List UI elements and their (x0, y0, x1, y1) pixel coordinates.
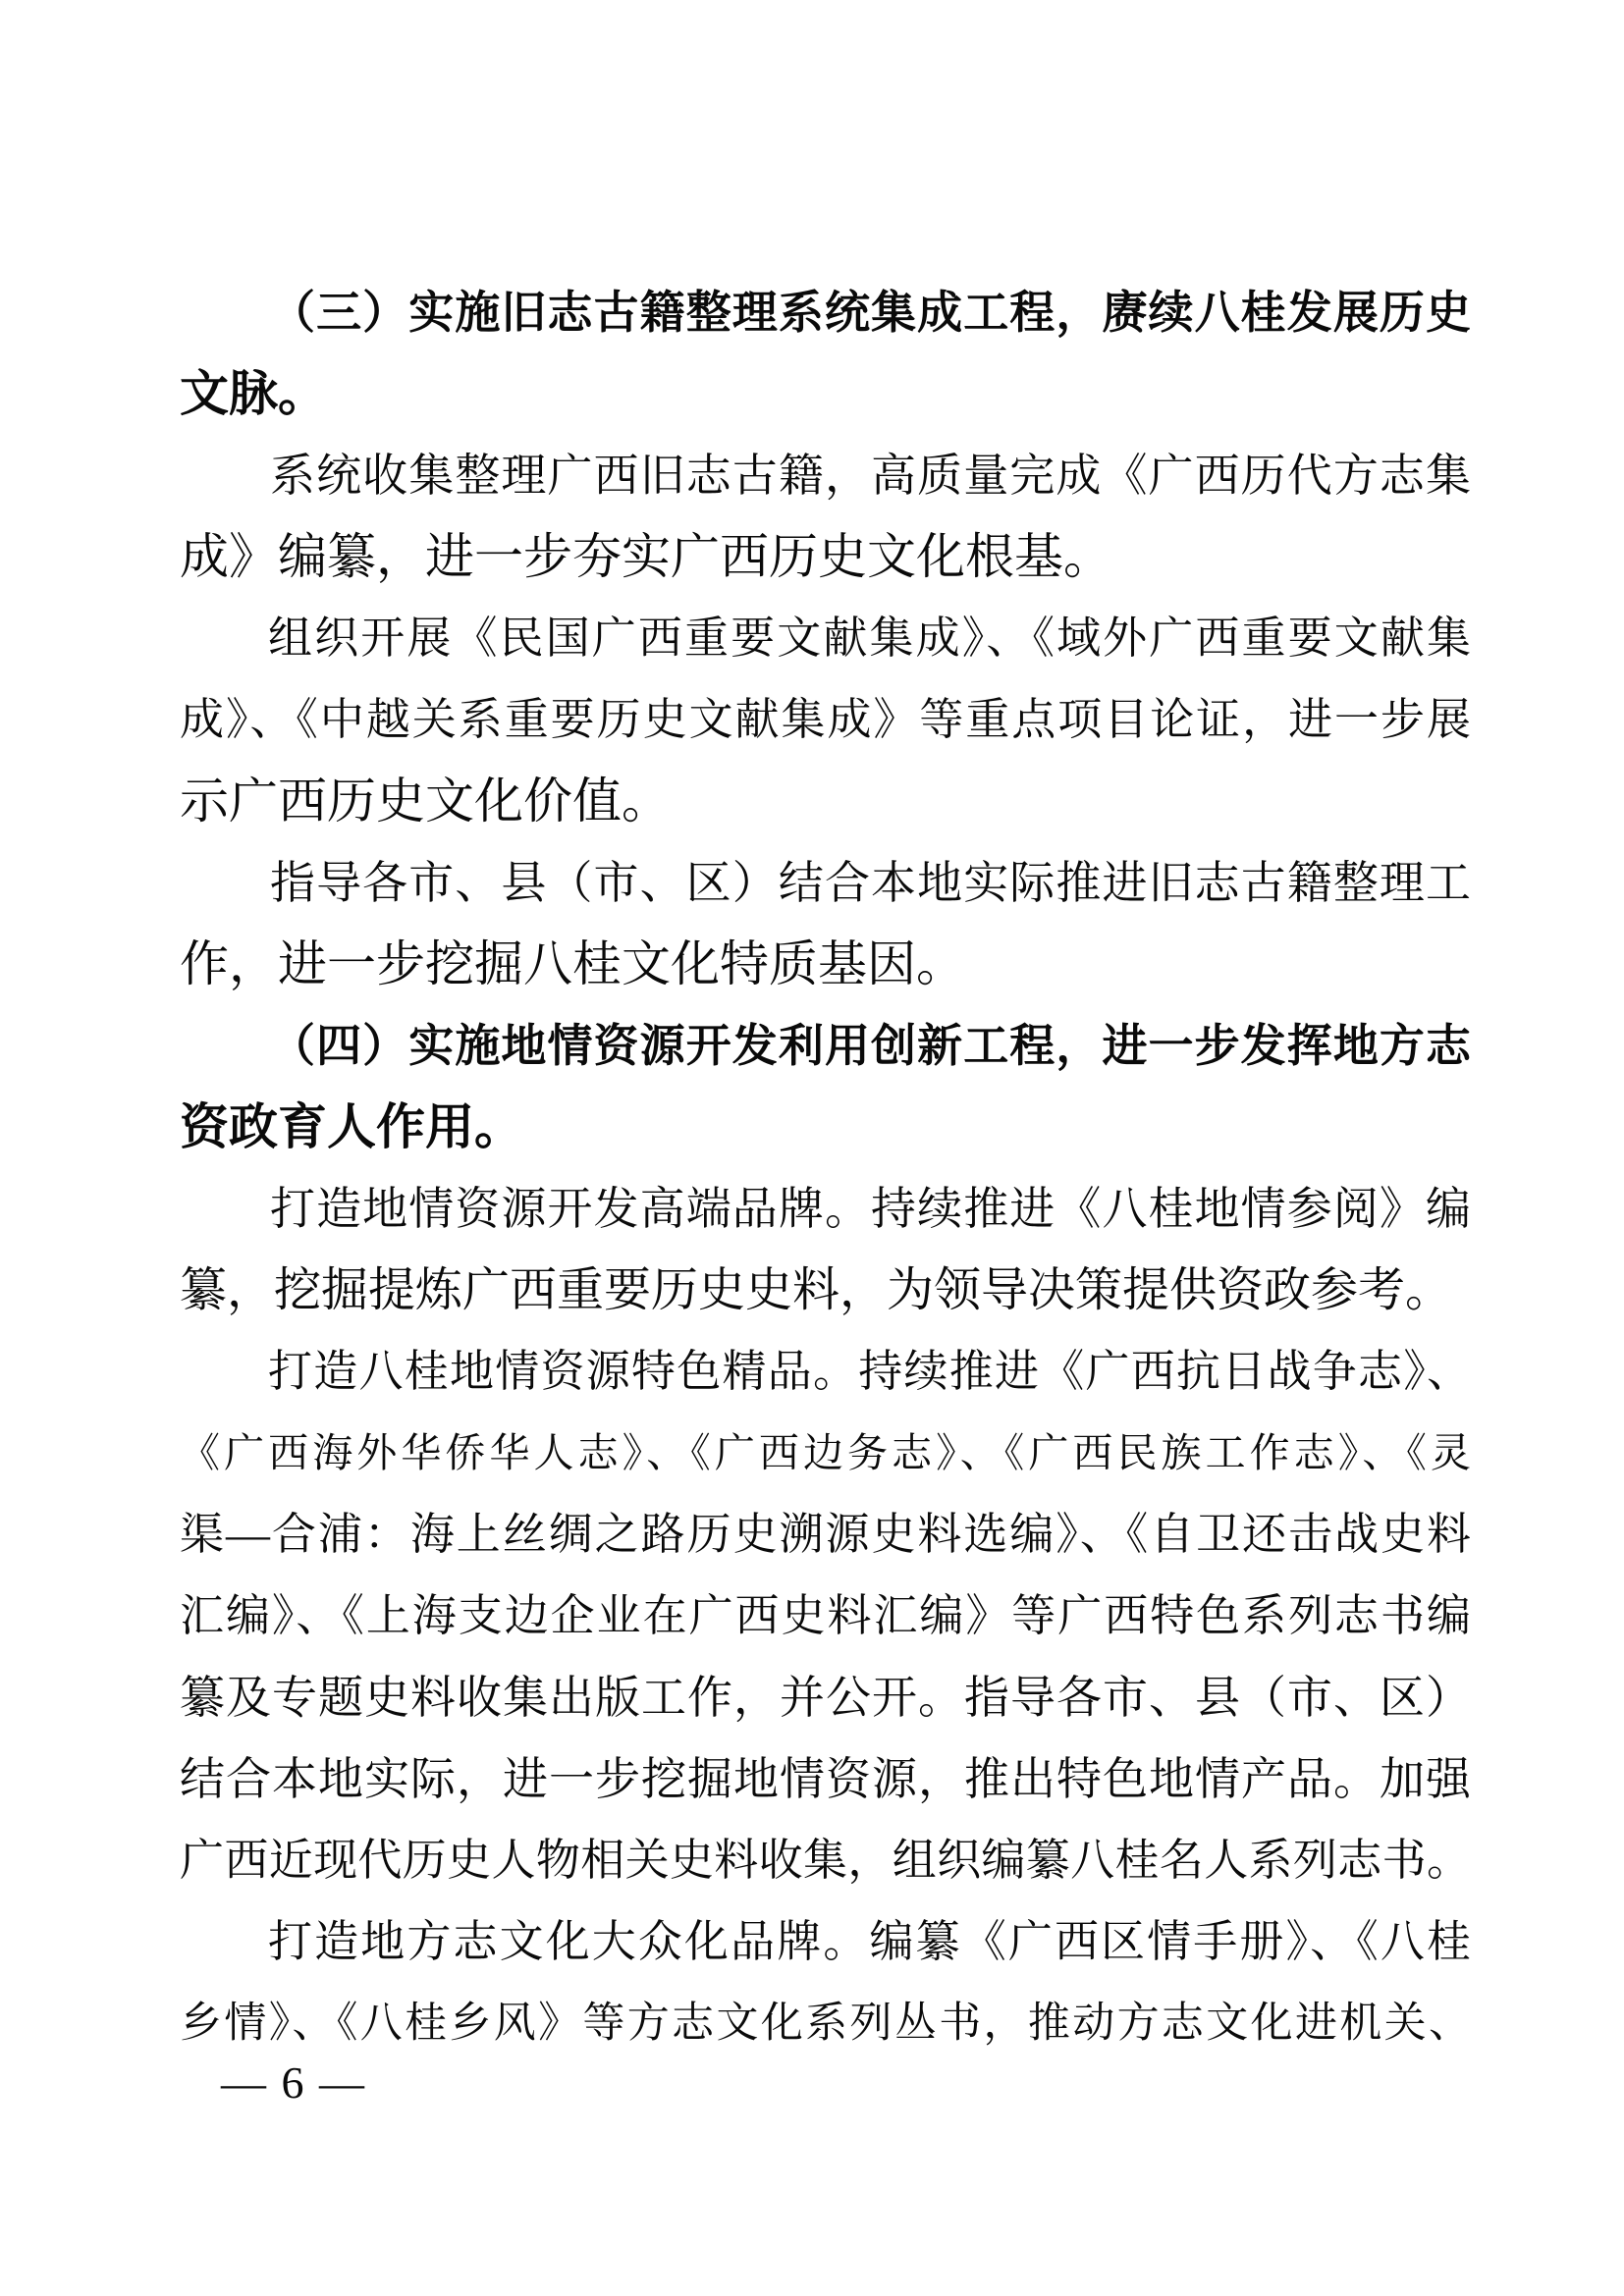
section-4-heading-line-2: 资政育人作用。 (180, 1099, 523, 1154)
body-line-19: 结合本地实际，进一步挖掘地情资源，推出特色地情产品。加强 (180, 1754, 1471, 1804)
body-line-6: 成》、《中越关系重要历史文献集成》等重点项目论证，进一步展 (180, 695, 1471, 744)
body-line-12: 打造地情资源开发高端品牌。持续推进《八桂地情参阅》编 (270, 1184, 1471, 1234)
body-line-14: 打造八桂地情资源特色精品。持续推进《广西抗日战争志》、 (268, 1347, 1471, 1396)
section-4-heading-line-1: （四）实施地情资源开发利用创新工程，进一步发挥地方志 (270, 1021, 1471, 1071)
body-line-22: 乡情》、《八桂乡风》等方志文化系列丛书，推动方志文化进机关、 (180, 2001, 1471, 2047)
body-line-20: 广西近现代历史人物相关史料收集，组织编纂八桂名人系列志书。 (180, 1836, 1471, 1885)
body-line-4: 成》编纂，进一步夯实广西历史文化根基。 (180, 529, 1112, 584)
body-line-15: 《广西海外华侨华人志》、《广西边务志》、《广西民族工作志》、《灵 (180, 1430, 1471, 1475)
body-line-17: 汇编》、《上海支边企业在广西史料汇编》等广西特色系列志书编 (180, 1591, 1471, 1640)
body-line-16: 渠—合浦：海上丝绸之路历史溯源史料选编》、《自卫还击战史料 (180, 1510, 1471, 1559)
body-line-7: 示广西历史文化价值。 (180, 774, 671, 828)
body-line-8: 指导各市、县（市、区）结合本地实际推进旧志古籍整理工 (270, 858, 1471, 908)
section-3-heading-line-2: 文脉。 (180, 366, 327, 421)
body-line-3: 系统收集整理广西旧志古籍，高质量完成《广西历代方志集 (270, 451, 1471, 501)
body-line-21: 打造地方志文化大众化品牌。编纂《广西区情手册》、《八桂 (268, 1917, 1471, 1966)
body-line-5: 组织开展《民国广西重要文献集成》、《域外广西重要文献集 (268, 614, 1471, 663)
text-column (180, 272, 1471, 2064)
body-line-9: 作，进一步挖掘八桂文化特质基因。 (180, 936, 965, 991)
body-line-13: 纂，挖掘提炼广西重要历史史料，为领导决策提供资政参考。 (180, 1264, 1453, 1316)
body-line-18: 纂及专题史料收集出版工作，并公开。指导各市、县（市、区） (180, 1673, 1471, 1723)
section-3-heading-line-1: （三）实施旧志古籍整理系统集成工程，赓续八桂发展历史 (270, 288, 1471, 338)
page-number: — 6 — (221, 2057, 366, 2108)
